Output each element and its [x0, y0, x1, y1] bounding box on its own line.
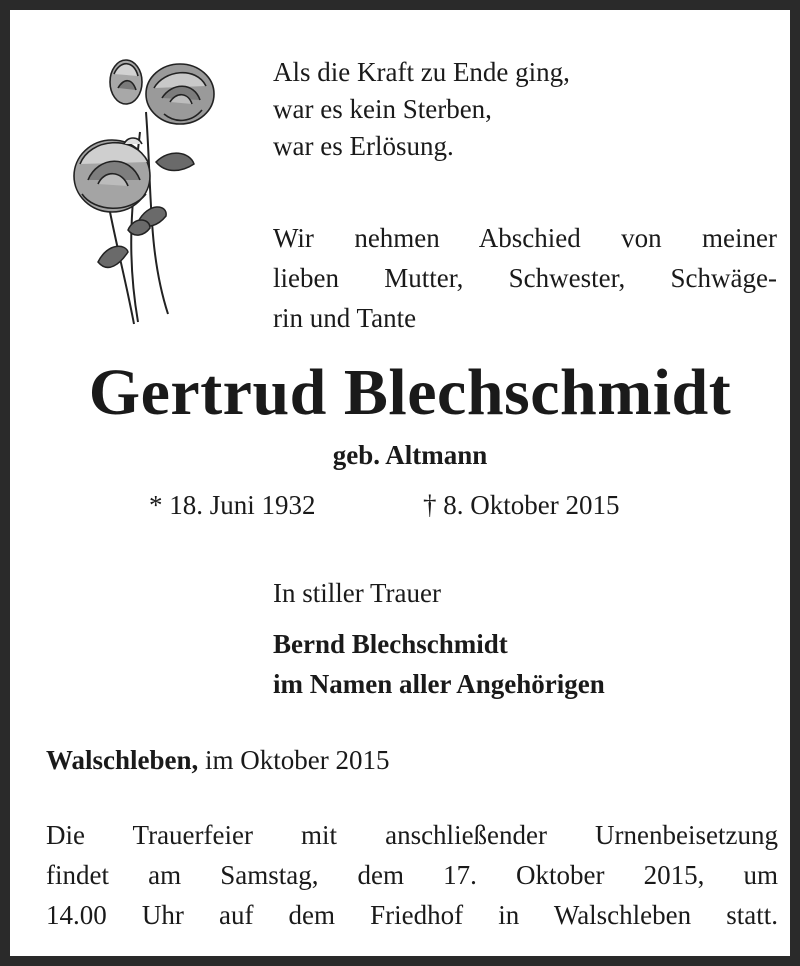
death-date: † 8. Oktober 2015 [423, 490, 620, 520]
mourners-list [273, 624, 605, 704]
place-date [46, 740, 390, 780]
funeral-info [46, 815, 778, 935]
farewell-line: lieben Mutter, Schwester, Schwäge- [273, 263, 777, 293]
roses-icon [68, 52, 238, 330]
quote-line: war es kein Sterben, [273, 94, 492, 124]
quote-line: Als die Kraft zu Ende ging, [273, 57, 570, 87]
mourning-intro: In stiller Trauer [273, 578, 441, 608]
farewell-text [273, 218, 777, 338]
deceased-name: Gertrud Blechschmidt [88, 356, 732, 429]
quote-line: war es Erlösung. [273, 131, 454, 161]
mourner-line: Bernd Blechschmidt [273, 629, 508, 659]
birth-date: * 18. Juni 1932 [149, 490, 316, 520]
place-name: Walschleben, [46, 745, 199, 775]
funeral-line: 14.00 Uhr auf dem Friedhof in Walschleben statt. [46, 900, 778, 930]
farewell-line: Wir nehmen Abschied von meiner [273, 223, 777, 253]
maiden-name: geb. Altmann [332, 440, 488, 470]
farewell-line: rin und Tante [273, 303, 417, 333]
notice-date: im Oktober 2015 [205, 745, 390, 775]
funeral-line: Die Trauerfeier mit anschließender Urnenbeisetzung [46, 820, 778, 850]
mourner-line: im Namen aller Angehörigen [273, 669, 605, 699]
funeral-line: findet am Samstag, dem 17. Oktober 2015, um [46, 860, 778, 890]
quote-verse [273, 54, 570, 165]
